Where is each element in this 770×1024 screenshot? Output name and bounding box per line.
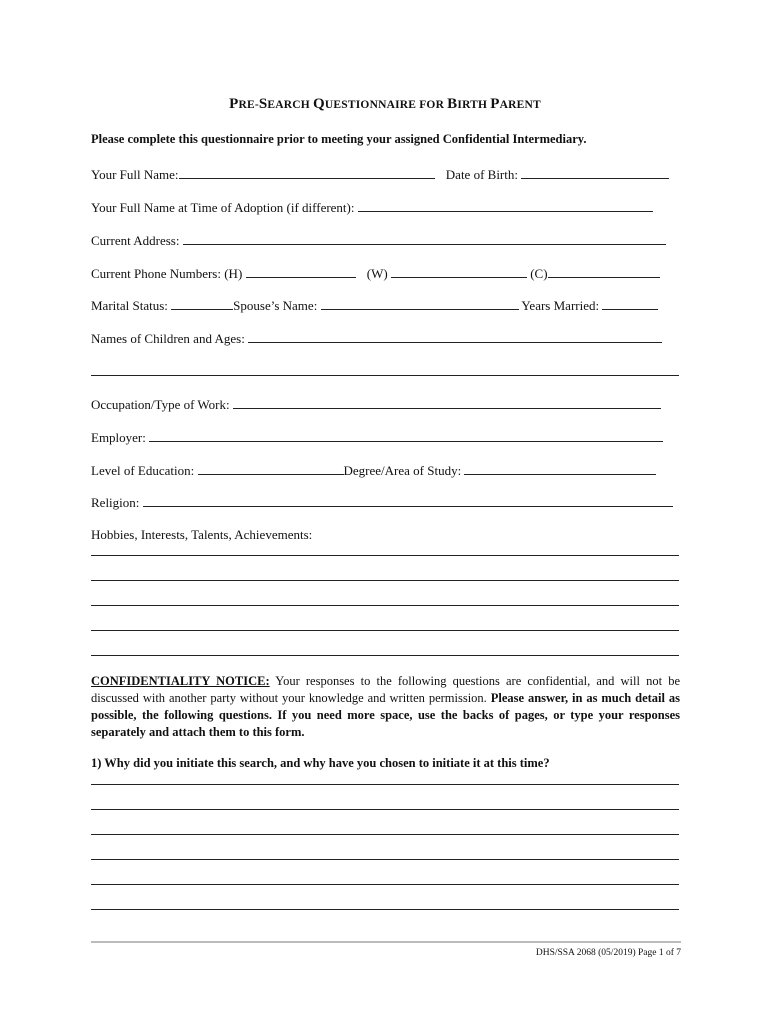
address-row	[91, 232, 666, 249]
employer-row	[91, 429, 663, 446]
degree-field[interactable]	[464, 462, 656, 475]
children-row	[91, 330, 662, 347]
full-name-row	[91, 166, 669, 183]
notice-instructions: Please answer, in as much detail as possible, the following questions. If you need more space, use the backs of pages, or type your responses separately and attach them to this form.	[91, 691, 680, 739]
address-label: Current Address:	[91, 233, 180, 248]
full-name-label: Your Full Name:	[91, 167, 179, 182]
cell-phone-field[interactable]	[548, 265, 660, 278]
work-phone-field[interactable]	[391, 265, 527, 278]
adoption-name-label: Your Full Name at Time of Adoption (if different):	[91, 200, 355, 215]
education-label: Level of Education:	[91, 463, 195, 478]
hobbies-line-2[interactable]	[91, 580, 679, 581]
work-phone-label: (W)	[366, 266, 388, 281]
answer-line-5[interactable]	[91, 884, 679, 885]
adoption-name-row	[91, 199, 653, 216]
degree-label: Degree/Area of Study:	[343, 463, 462, 478]
answer-line-3[interactable]	[91, 834, 679, 835]
address-field[interactable]	[183, 232, 666, 245]
adoption-name-field[interactable]	[358, 199, 653, 212]
employer-label: Employer:	[91, 430, 146, 445]
spouse-name-label: Spouse’s Name:	[233, 298, 318, 313]
marital-status-field[interactable]	[171, 297, 233, 310]
education-field[interactable]	[198, 462, 344, 475]
hobbies-line-5[interactable]	[91, 655, 679, 656]
education-row	[91, 462, 656, 479]
answer-line-6[interactable]	[91, 909, 679, 910]
footer-divider	[91, 941, 681, 943]
occupation-row	[91, 396, 661, 413]
phone-row	[91, 265, 660, 282]
hobbies-label: Hobbies, Interests, Talents, Achievements:	[91, 527, 313, 542]
religion-field[interactable]	[143, 494, 673, 507]
date-of-birth-field[interactable]	[521, 166, 669, 179]
phone-label: Current Phone Numbers: (H)	[91, 266, 243, 281]
form-footer: DHS/SSA 2068 (05/2019) Page 1 of 7	[535, 948, 681, 958]
home-phone-field[interactable]	[246, 265, 356, 278]
marital-status-label: Marital Status:	[91, 298, 168, 313]
years-married-label: Years Married:	[521, 298, 600, 313]
children-field[interactable]	[248, 330, 662, 343]
employer-field[interactable]	[149, 429, 663, 442]
religion-label: Religion:	[91, 495, 140, 510]
occupation-label: Occupation/Type of Work:	[91, 397, 230, 412]
answer-line-1[interactable]	[91, 784, 679, 785]
cell-phone-label: (C)	[530, 266, 548, 281]
marital-row	[91, 297, 658, 314]
years-married-field[interactable]	[602, 297, 658, 310]
occupation-field[interactable]	[233, 396, 661, 409]
hobbies-line-1[interactable]	[91, 555, 679, 556]
full-name-field[interactable]	[179, 166, 435, 179]
notice-label: CONFIDENTIALITY NOTICE:	[91, 674, 270, 688]
children-extra-line[interactable]	[91, 375, 679, 376]
confidentiality-notice	[91, 673, 680, 741]
answer-line-4[interactable]	[91, 859, 679, 860]
instructions: Please complete this questionnaire prior to meeting your assigned Confidential Intermediary.	[91, 132, 587, 146]
spouse-name-field[interactable]	[321, 297, 519, 310]
hobbies-line-4[interactable]	[91, 630, 679, 631]
date-of-birth-label: Date of Birth:	[445, 167, 518, 182]
religion-row	[91, 494, 673, 511]
hobbies-line-3[interactable]	[91, 605, 679, 606]
question-1: 1) Why did you initiate this search, and why have you chosen to initiate it at this time?	[91, 756, 550, 770]
page-title: PRE-SEARCH QUESTIONNAIRE FOR BIRTH PARENT	[229, 96, 541, 112]
answer-line-2[interactable]	[91, 809, 679, 810]
notice-text: Your responses to the following questions are confidential, and will not be discussed with another party without your knowledge and written permission.	[91, 674, 681, 705]
children-label: Names of Children and Ages:	[91, 331, 245, 346]
